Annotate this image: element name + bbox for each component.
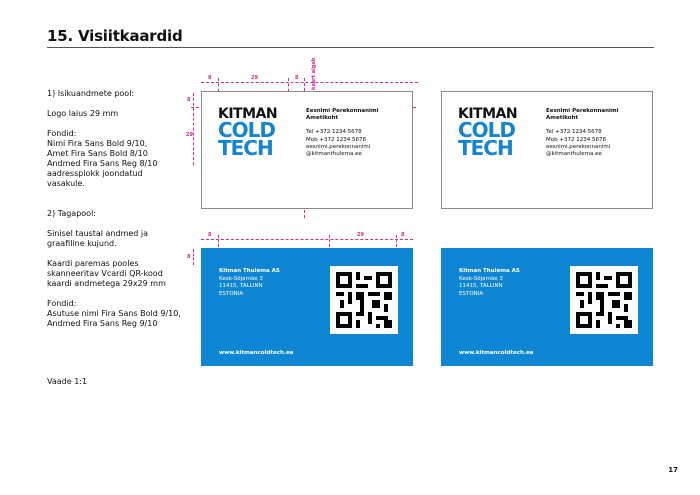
website: www.kitmancoldtech.ee bbox=[219, 350, 294, 356]
qr-code-icon bbox=[336, 272, 392, 328]
dimension-label-gap: 8 bbox=[295, 75, 299, 81]
notes-heading-front: 1) Isikuandmete pool: bbox=[47, 89, 135, 98]
notes-font-line: Amet Fira Sans Bold 8/10 bbox=[47, 149, 148, 158]
business-card-back-annotated bbox=[201, 248, 413, 366]
website: www.kitmancoldtech.ee bbox=[459, 350, 534, 356]
company-country: ESTONIA bbox=[459, 290, 484, 297]
dimension-label-qr: 29 bbox=[357, 232, 364, 238]
phone: Tel +372 1234 5678 bbox=[546, 129, 602, 136]
page-number: 17 bbox=[668, 466, 678, 474]
notes-fonts2-heading: Fondid: bbox=[47, 299, 77, 308]
notes-fonts-heading: Fondid: bbox=[47, 129, 77, 138]
notes-back-line: Sinisel taustal andmed ja bbox=[47, 229, 149, 238]
notes-font-line: aadressplokk joondatud bbox=[47, 169, 143, 178]
company-block bbox=[219, 268, 280, 298]
company-street: Kesk-Sõjamäe 3 bbox=[219, 275, 263, 282]
contact-block bbox=[546, 108, 619, 158]
scale-note: Vaade 1:1 bbox=[47, 377, 88, 386]
notes-fonts2-line: Andmed Fira Sans Reg 9/10 bbox=[47, 319, 158, 328]
dimension-label-cut: kaart algab bbox=[311, 57, 317, 90]
mobile: Mob +372 1234 5678 bbox=[546, 136, 606, 143]
mobile: Mob +372 1234 5678 bbox=[306, 136, 366, 143]
contact-block bbox=[306, 108, 379, 158]
qr-code bbox=[330, 266, 398, 334]
company-city: 11415, TALLINN bbox=[459, 283, 503, 289]
phone: Tel +372 1234 5678 bbox=[306, 129, 362, 136]
dimension-label-height: 29 bbox=[186, 132, 193, 138]
company-street: Kesk-Sõjamäe 3 bbox=[459, 275, 503, 282]
logo-text-kitman: KITMAN bbox=[218, 106, 278, 122]
company-city: 11415, TALLINN bbox=[219, 283, 263, 289]
notes-back-line: graafiline kujund. bbox=[47, 239, 117, 248]
email-user: eesnimi.perekonnanimi bbox=[306, 143, 371, 150]
notes-heading-back: 2) Tagapool: bbox=[47, 209, 96, 218]
dimension-label-top: 8 bbox=[187, 97, 191, 103]
company-name: Kitman Thulema AS bbox=[459, 268, 520, 274]
dimension-label-margin: 8 bbox=[208, 75, 212, 81]
email-domain: @kitmanthulema.ee bbox=[546, 151, 602, 158]
dimension-label-margin: 8 bbox=[208, 232, 212, 238]
person-title: Ametikoht bbox=[546, 115, 579, 122]
notes-qr-line: kaardi andmetega 29x29 mm bbox=[47, 279, 166, 288]
company-name: Kitman Thulema AS bbox=[219, 268, 280, 274]
notes-font-line: Nimi Fira Sans Bold 9/10, bbox=[47, 139, 148, 148]
business-card-front-annotated bbox=[201, 91, 413, 209]
notes-logo-width: Logo laius 29 mm bbox=[47, 109, 119, 118]
notes-qr-line: skanneeritav Vcardi QR-kood bbox=[47, 269, 163, 278]
email-domain: @kitmanthulema.ee bbox=[306, 151, 362, 158]
company-logo bbox=[458, 106, 518, 160]
company-logo bbox=[218, 106, 278, 160]
logo-text-tech: TECH bbox=[458, 135, 513, 160]
business-card-front bbox=[441, 91, 653, 209]
dimension-line bbox=[193, 249, 194, 265]
person-title: Ametikoht bbox=[306, 115, 339, 122]
dimension-label-logo: 29 bbox=[251, 75, 258, 81]
dimension-line bbox=[193, 93, 194, 165]
company-country: ESTONIA bbox=[219, 290, 244, 297]
page-title: 15. Visiitkaardid bbox=[47, 27, 183, 45]
dimension-guide bbox=[396, 235, 397, 247]
logo-text-tech: TECH bbox=[218, 135, 273, 160]
notes-section-2 bbox=[47, 209, 181, 329]
qr-code bbox=[570, 266, 638, 334]
dimension-line bbox=[201, 82, 418, 83]
dimension-line bbox=[201, 239, 413, 240]
person-name: Eesnimi Perekonnanimi bbox=[306, 108, 379, 114]
notes-section-1 bbox=[47, 89, 157, 189]
dimension-label-top: 8 bbox=[187, 254, 191, 260]
notes-font-line: vasakule. bbox=[47, 179, 85, 188]
logo-text-kitman: KITMAN bbox=[458, 106, 518, 122]
notes-font-line: Andmed Fira Sans Reg 8/10 bbox=[47, 159, 158, 168]
title-divider bbox=[47, 47, 654, 48]
dimension-guide bbox=[329, 235, 330, 247]
email-user: eesnimi.perekonnanimi bbox=[546, 143, 611, 150]
qr-code-icon bbox=[576, 272, 632, 328]
dimension-label-side: 8 bbox=[401, 232, 405, 238]
notes-fonts2-line: Asutuse nimi Fira Sans Bold 9/10, bbox=[47, 309, 181, 318]
business-card-back bbox=[441, 248, 653, 366]
company-block bbox=[459, 268, 520, 298]
person-name: Eesnimi Perekonnanimi bbox=[546, 108, 619, 114]
logo-text-cold: COLD bbox=[218, 117, 276, 142]
notes-qr-line: Kaardi paremas pooles bbox=[47, 259, 139, 268]
logo-text-cold: COLD bbox=[458, 117, 516, 142]
dimension-guide bbox=[218, 235, 219, 247]
